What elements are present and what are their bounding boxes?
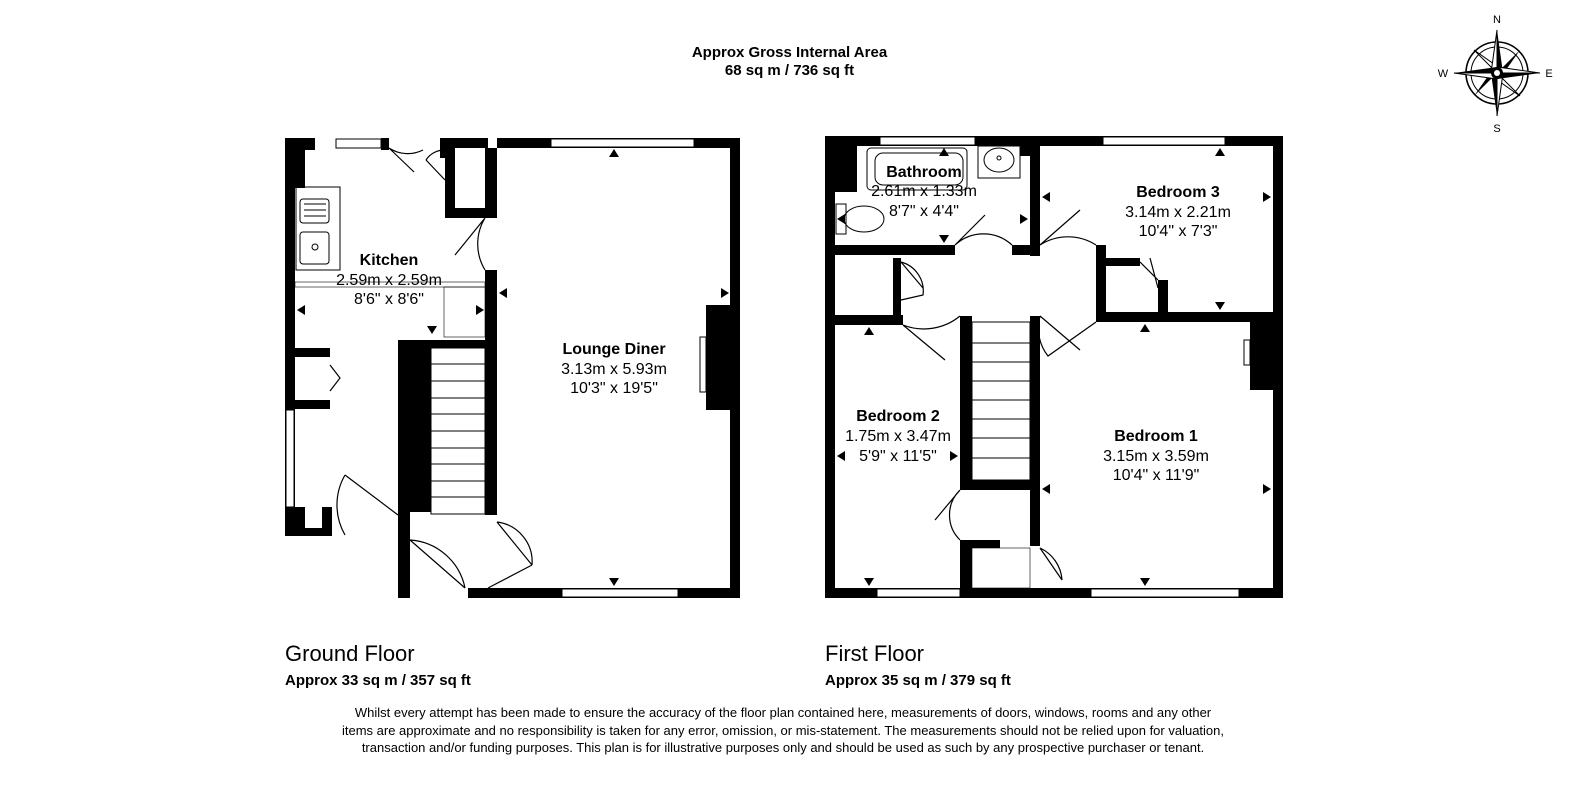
first-floor-stairs bbox=[972, 322, 1030, 480]
kitchen-metric: 2.59m x 2.59m bbox=[336, 272, 442, 289]
compass-west-label: W bbox=[1437, 68, 1449, 80]
bedroom-1-imperial: 10'4" x 11'9" bbox=[1112, 467, 1200, 484]
bedroom-2-metric: 1.75m x 3.47m bbox=[845, 428, 951, 445]
lounge-diner-metric: 3.13m x 5.93m bbox=[561, 361, 667, 378]
first-floor-area: Approx 35 sq m / 379 sq ft bbox=[825, 672, 1011, 689]
lounge-diner-name: Lounge Diner bbox=[562, 341, 666, 358]
bedroom-3-metric: 3.14m x 2.21m bbox=[1125, 204, 1231, 221]
bedroom-3-imperial: 10'4" x 7'3" bbox=[1138, 223, 1218, 240]
lounge-diner-imperial: 10'3" x 19'5" bbox=[570, 380, 658, 397]
ground-floor-title: Ground Floor bbox=[285, 641, 415, 666]
ground-floor-area: Approx 33 sq m / 357 sq ft bbox=[285, 672, 471, 689]
compass-east-label: E bbox=[1545, 68, 1553, 80]
ground-floor-plan bbox=[285, 138, 740, 598]
compass-south-label: S bbox=[1493, 123, 1501, 135]
disclaimer-text: Whilst every attempt has been made to ensure the accuracy of the floor plan contained here, measurements of doors, windows, rooms and any other items are approximate and no responsibility is taken for any error, omission, or mis-statement. The measurements should not be relied upon for valuation, transaction and/or funding purposes. This plan is for illustrative purposes only and should be used as such by any prospective purchaser or tenant. bbox=[341, 705, 1225, 755]
bathroom-imperial: 8'7" x 4'4" bbox=[889, 203, 959, 220]
gross-area-title: Approx Gross Internal Area bbox=[691, 44, 888, 61]
kitchen-imperial: 8'6" x 8'6" bbox=[354, 291, 424, 308]
bathroom-name: Bathroom bbox=[886, 164, 962, 181]
gross-area-value: 68 sq m / 736 sq ft bbox=[724, 62, 855, 79]
bathroom-metric: 2.61m x 1.33m bbox=[871, 183, 977, 200]
kitchen-name: Kitchen bbox=[359, 252, 419, 269]
bedroom-1-metric: 3.15m x 3.59m bbox=[1103, 448, 1209, 465]
bedroom-2-imperial: 5'9" x 11'5" bbox=[859, 448, 937, 465]
ground-floor-stairs bbox=[431, 348, 485, 514]
compass-rose-icon bbox=[1454, 30, 1540, 116]
bedroom-2-name: Bedroom 2 bbox=[856, 408, 940, 425]
first-floor-title: First Floor bbox=[825, 641, 924, 666]
kitchen-sink-icon bbox=[296, 187, 340, 270]
compass-north-label: N bbox=[1493, 14, 1501, 26]
bedroom-3-name: Bedroom 3 bbox=[1136, 184, 1220, 201]
bedroom-1-name: Bedroom 1 bbox=[1114, 428, 1198, 445]
